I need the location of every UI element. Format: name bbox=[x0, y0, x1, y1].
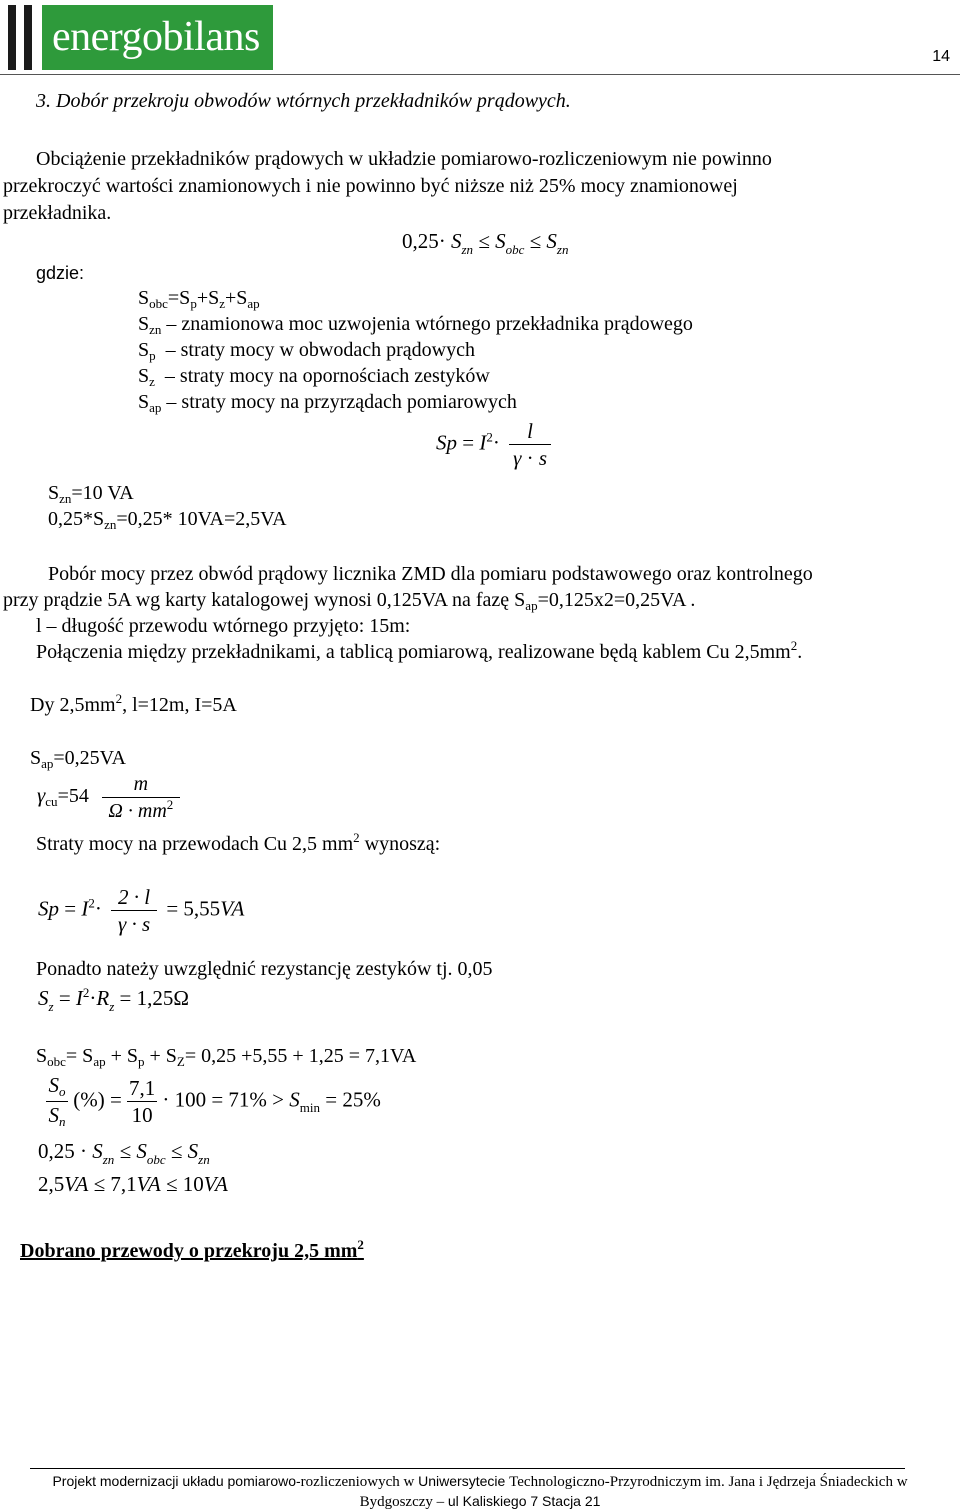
def-ap: $S_{ap}$ – straty mocy na przyrządach pomiarowych bbox=[138, 391, 517, 415]
sap-line: $S_{ap}=0,25VA$ bbox=[30, 747, 126, 771]
inequality-1: $0,25 \cdot S_{zn} \le S_{obc} \le S_{zn}$ bbox=[38, 1139, 210, 1167]
def-p: $S_p$ – straty mocy w obwodach prądowych bbox=[138, 339, 475, 363]
def-zn: $S_{zn}$ – znamionowa moc uzwojenia wtórnego przekładnika prądowego bbox=[138, 313, 693, 337]
ratio-formula: $\frac{So}{Sn}$ (%) = $\frac{7,1}{10}$ · $100 = 71\% > S_{min} = 25\%$ bbox=[46, 1072, 381, 1131]
inequality-2: 2,5VA ≤ 7,1VA ≤ 10VA bbox=[38, 1172, 228, 1196]
sub-zn: zn bbox=[461, 242, 474, 257]
coef: 0,25 bbox=[402, 229, 439, 253]
sobc-sum: $S_{obc}= S_{ap} + S_p + S_Z= 0,25 +5,55 + 1,25 = 7,1VA$ bbox=[36, 1045, 417, 1069]
sz-formula: $S_z = I^2\cdot R_z = 1,25\Omega$ bbox=[38, 985, 189, 1014]
sub-obc: obc bbox=[505, 242, 525, 257]
s-symbol: S bbox=[546, 229, 557, 253]
conclusion: Dobrano przewody o przekroju 2,5 $mm^2$ bbox=[20, 1237, 364, 1262]
def-z: $S_z$ – straty mocy na opornościach zestyków bbox=[138, 365, 490, 389]
ponadto-line: Ponadto nateży uwzględnić rezystancję zestyków tj. 0,05 bbox=[36, 958, 493, 980]
le-sign: ≤ bbox=[529, 229, 542, 253]
def-sum: $S_{obc}=S_p+S_z+S_{ap}$ bbox=[138, 287, 260, 311]
s-symbol: S bbox=[451, 229, 462, 253]
pobor-line-3: l – długość przewodu wtórnego przyjęto: 15m: bbox=[36, 615, 411, 637]
szn-calc: $0,25*S_{zn}=0,25*$ 10VA=2,5VA bbox=[48, 508, 287, 532]
logo-bar-1 bbox=[8, 5, 16, 70]
footer: Projekt modernizacji układu pomiarowo-rozliczeniowych w Uniwersytecie Technologiczno-Przyrodniczym im. Jana i Jędrzeja Śniadeckich w Bydgoszczy – ul Kaliskiego 7 Stacja 21 bbox=[52, 1473, 908, 1510]
footer-rule bbox=[30, 1468, 905, 1469]
logo-text: energobilans bbox=[52, 14, 260, 60]
page-number: 14 bbox=[932, 48, 950, 65]
pobor-line-4: Połączenia między przekładnikami, a tablicą pomiarową, realizowane będą kablem Cu $2,5mm^2$. bbox=[36, 638, 803, 663]
intro-line-3: przekładnika. bbox=[3, 202, 112, 224]
header-rule bbox=[0, 74, 960, 75]
le-sign: ≤ bbox=[478, 229, 490, 253]
sub-zn: zn bbox=[556, 242, 569, 257]
logo-bar-2 bbox=[24, 5, 32, 70]
szn-value: $S_{zn}=10$ VA bbox=[48, 482, 134, 506]
dy-line: Dy $2,5mm^2$, l=12m, I=5A bbox=[30, 691, 237, 716]
section-heading: 3. Dobór przekroju obwodów wtórnych przekładników prądowych. bbox=[36, 90, 571, 112]
gamma-cu: $\gamma_{cu}=54$ $\frac{m}{\Omega \cdot mm^2}$ bbox=[37, 771, 180, 824]
s-symbol: S bbox=[495, 229, 506, 253]
sp-formula: $Sp = I^2\cdot$ $\frac{l}{\gamma \cdot s}$ bbox=[436, 418, 551, 471]
sp-calc: $Sp = I^2\cdot$ $\frac{2 \cdot l}{\gamma \cdot s}$ = 5,55VA bbox=[38, 885, 245, 936]
pobor-line-1: Pobór mocy przez obwód prądowy licznika ZMD dla pomiaru podstawowego oraz kontrolnego bbox=[48, 563, 813, 585]
straty-line: Straty mocy na przewodach Cu 2,5 $mm^2$ wynoszą: bbox=[36, 830, 441, 855]
formula-range: $0,25\cdot S_{zn} \le S_{obc} \le S_{zn}$ bbox=[402, 229, 569, 257]
pobor-line-2: przy prądzie 5A wg karty katalogowej wynosi 0,125VA na fazę $S_{ap}=0,125x2=0,25VA$ . bbox=[3, 589, 696, 613]
intro-line-1: Obciążenie przekładników prądowych w układzie pomiarowo-rozliczeniowym nie powinno bbox=[36, 148, 772, 170]
intro-line-2: przekroczyć wartości znamionowych i nie powinno być niższe niż 25% mocy znamionowej bbox=[3, 175, 738, 197]
gdzie-label: gdzie: bbox=[36, 263, 85, 283]
